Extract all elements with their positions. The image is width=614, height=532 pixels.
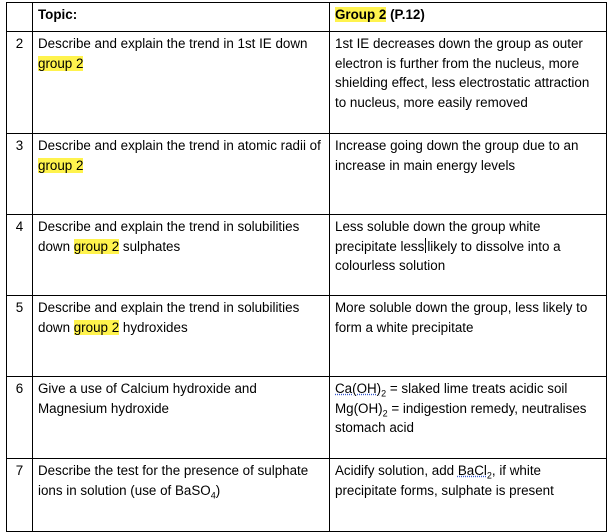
group-highlight: group 2	[38, 157, 84, 173]
header-topic-cell	[33, 3, 330, 32]
answer-cell: 1st IE decreases down the group as outer electron is further from the nucleus, more shielding effect, less electrostatic attraction to nucleus, more easily removed	[330, 32, 607, 134]
question-cell	[33, 215, 330, 296]
table-row	[7, 215, 607, 296]
formula-subscript: 2	[486, 470, 492, 481]
question-cell	[33, 296, 330, 377]
row-number: 3	[7, 134, 33, 215]
row-number: 6	[7, 377, 33, 459]
group-heading: Group 2	[335, 7, 387, 22]
question-suffix: sulphates	[119, 238, 181, 254]
formula-subscript: 4	[210, 490, 216, 501]
answer-text-continued: , if white precipitate forms, sulphate is present	[335, 463, 554, 498]
answer-text: Less soluble down the group white precipitate less	[335, 219, 541, 254]
question-cell	[33, 32, 330, 134]
formula-subscript: 2	[381, 388, 387, 399]
answer-cell	[330, 377, 607, 459]
question-text: Describe and explain the trend in 1st IE down	[38, 36, 308, 51]
formula-subscript: 2	[382, 408, 388, 419]
calcium-hydroxide-use: = slaked lime treats acidic soil	[386, 381, 568, 396]
answer-text-continued: likely to dissolve into a colourless solution	[335, 238, 561, 273]
header-num-cell	[7, 3, 33, 32]
page-ref: (P.12)	[386, 7, 425, 22]
revision-table	[6, 2, 607, 532]
barium-chloride-formula: BaCl	[457, 463, 487, 478]
table-row	[7, 459, 607, 532]
answer-cell: More soluble down the group, less likely to form a white precipitate	[330, 296, 607, 377]
group-highlight: group 2	[73, 238, 120, 254]
question-text: Describe and explain the trend in solubilities down	[38, 300, 300, 335]
topic-label: Topic:	[38, 7, 78, 22]
table-row	[7, 377, 607, 459]
question-text: Describe the test for the presence of sulphate ions in solution (use of BaSO	[38, 463, 309, 498]
answer-cell[interactable]	[330, 215, 607, 296]
answer-text: Acidify solution, add	[335, 463, 458, 478]
magnesium-hydroxide-formula: Mg(OH)	[335, 400, 383, 416]
question-cell	[33, 134, 330, 215]
row-number: 5	[7, 296, 33, 377]
table-row	[7, 134, 607, 215]
answer-cell: Increase going down the group due to an increase in main energy levels	[330, 134, 607, 215]
calcium-hydroxide-formula: Ca(OH)	[335, 381, 382, 396]
row-number: 2	[7, 32, 33, 134]
group-highlight: group 2	[38, 55, 84, 71]
question-cell	[33, 459, 330, 532]
question-text: Describe and explain the trend in atomic radii of	[38, 138, 321, 153]
magnesium-hydroxide-use: = indigestion remedy, neutralises stomach acid	[335, 400, 587, 435]
question-suffix: )	[215, 482, 221, 498]
question-suffix: hydroxides	[119, 319, 188, 335]
answer-cell	[330, 459, 607, 532]
question-cell: Give a use of Calcium hydroxide and Magnesium hydroxide	[33, 377, 330, 459]
question-text: Describe and explain the trend in solubilities down	[38, 219, 300, 254]
row-number: 7	[7, 459, 33, 532]
header-group-cell	[330, 3, 607, 32]
header-row	[7, 3, 607, 32]
group-highlight: group 2	[73, 319, 120, 335]
table-row	[7, 296, 607, 377]
table-row	[7, 32, 607, 134]
row-number: 4	[7, 215, 33, 296]
